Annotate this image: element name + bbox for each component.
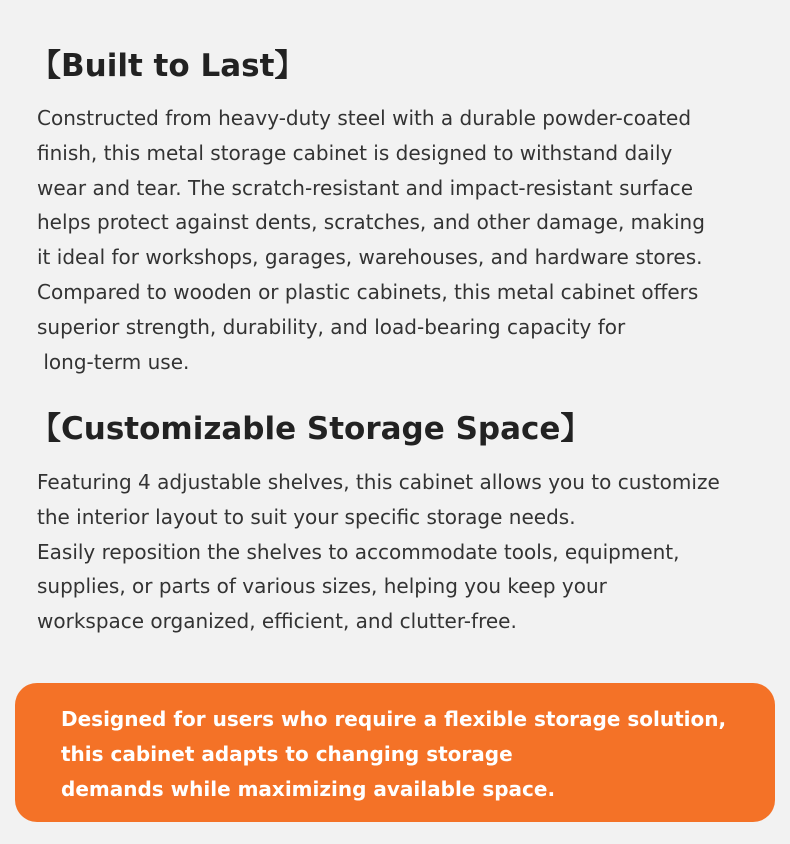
paragraph-line: supplies, or parts of various sizes, helping you keep your [37,574,607,599]
paragraph-line: Constructed from heavy-duty steel with a durable powder-coated [37,106,692,130]
section-heading-customizable-storage: 【Customizable Storage Space】 [30,411,592,447]
paragraph-line: workspace organized, efficient, and clutter-free. [37,609,517,634]
paragraph-line: finish, this metal storage cabinet is designed to withstand daily [37,140,673,165]
callout-line: this cabinet adapts to changing storage [61,741,513,766]
paragraph-line: wear and tear. The scratch-resistant and impact-resistant surface [37,175,694,200]
paragraph-line: the interior layout to suit your specific storage needs. [37,504,576,529]
section-heading-built-to-last: 【Built to Last】 [30,48,306,84]
paragraph-line: helps protect against dents, scratches, and other damage, making [37,210,705,235]
customizable-storage-paragraph [37,465,720,639]
paragraph-line: it ideal for workshops, garages, warehouses, and hardware stores. [37,245,703,270]
built-to-last-paragraph [37,101,705,379]
paragraph-line: Compared to wooden or plastic cabinets, this metal cabinet offers [37,279,699,304]
paragraph-line: superior strength, durability, and load-bearing capacity for [37,314,626,339]
paragraph-line: Easily reposition the shelves to accommodate tools, equipment, [37,539,680,564]
callout-text [61,702,726,806]
callout-line: demands while maximizing available space. [61,776,556,801]
callout-line: Designed for users who require a flexible storage solution, [61,707,727,731]
paragraph-line: Featuring 4 adjustable shelves, this cabinet allows you to customize [37,470,720,494]
paragraph-line: long-term use. [37,349,190,374]
callout-banner [15,683,775,822]
